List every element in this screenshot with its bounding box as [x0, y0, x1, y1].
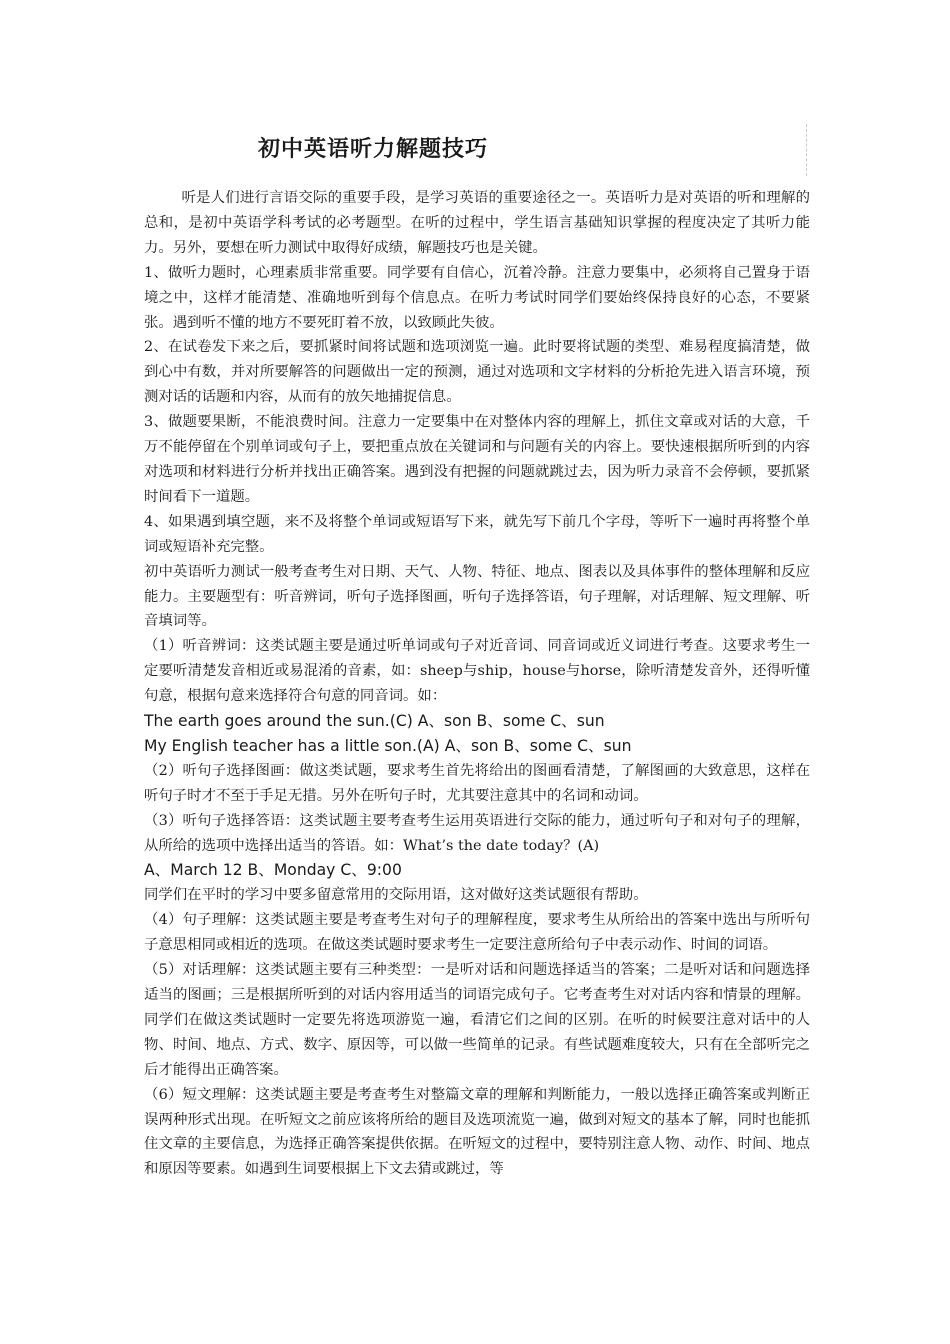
type-6-paragraph: （6）短文理解：这类试题主要是考查考生对整篇文章的理解和判断能力，一般以选择正确答案或判断正误两种形式出现。在听短文之前应该将所给的题目及选项流览一遍，做到对短文的基本了解，同时也能抓住文章的主要信息，为选择正确答案提供依据。在听短文的过程中，要特别注意人物、动作、时间、地点和原因等要素。如遇到生词要根据上下文去猜或跳过，等	[144, 1086, 810, 1178]
tip-paragraph-1: 1、做听力题时，心理素质非常重要。同学要有自信心，沉着冷静。注意力要集中，必须将自己置身于语境之中，这样才能清楚、准确地听到每个信息点。在听力考试时同学们要始终保持良好的心态，不要紧张。遇到听不懂的地方不要死盯着不放，以致顾此失彼。	[144, 264, 810, 331]
example-options: A、March 12 B、Monday C、9:00	[144, 861, 402, 880]
type-2-paragraph: （2）听句子选择图画：做这类试题，要求考生首先将给出的图画看清楚，了解图画的大致意思，这样在听句子时才不至于手足无措。另外在听句子时，尤其要注意其中的名词和动词。	[144, 762, 810, 804]
document-title: 初中英语听力解题技巧	[258, 137, 489, 162]
tip-paragraph-4: 4、如果遇到填空题，来不及将整个单词或短语写下来，就先写下前几个字母，等听下一遍时再将整个单词或短语补充完整。	[144, 513, 810, 555]
type-4-paragraph: （4）句子理解：这类试题主要是考查考生对句子的理解程度，要求考生从所给出的答案中选出与所听句子意思相同或相近的选项。在做这类试题时要求考生一定要注意所给句子中表示动作、时间的词语。	[144, 912, 810, 954]
type-3-paragraph: （3）听句子选择答语：这类试题主要考查考生运用英语进行交际的能力，通过听句子和对句子的理解，从所给的选项中选择出适当的答语。如：What’s the date today？(A)	[144, 812, 810, 854]
type-3-advice-paragraph: 同学们在平时的学习中要多留意常用的交际用语，这对做好这类试题很有帮助。	[144, 887, 648, 904]
tip-paragraph-2: 2、在试卷发下来之后，要抓紧时间将试题和选项浏览一遍。此时要将试题的类型、难易程度搞清楚，做到心中有数，并对所要解答的问题做出一定的预测，通过对选项和文字材料的分析抢先进入语言环境，预测对话的话题和内容，从而有的放矢地捕捉信息。	[144, 339, 810, 406]
margin-guide-line	[806, 124, 807, 176]
question-types-paragraph: 初中英语听力测试一般考查考生对日期、天气、人物、特征、地点、图表以及具体事件的整体理解和反应能力。主要题型有：听音辨词，听句子选择图画，听句子选择答语，句子理解，对话理解、短文理解、听音填词等。	[144, 563, 810, 630]
tip-paragraph-3: 3、做题要果断，不能浪费时间。注意力一定要集中在对整体内容的理解上，抓住文章或对话的大意，千万不能停留在个别单词或句子上，要把重点放在关键词和与问题有关的内容上。要快速根据所听到的内容对选项和材料进行分析并找出正确答案。遇到没有把握的问题就跳过去，因为听力录音不会停顿，要抓紧时间看下一道题。	[144, 414, 810, 505]
document-body	[144, 186, 810, 1182]
example-sentence-1: The earth goes around the sun.(C) A、son B、some C、sun	[144, 712, 605, 731]
example-sentence-2: My English teacher has a little son.(A) A、son B、some C、sun	[144, 736, 632, 755]
type-1-paragraph: （1）听音辨词：这类试题主要是通过听单词或句子对近音词、同音词或近义词进行考查。这要求考生一定要听清楚发音相近或易混淆的音素，如：sheep与ship，house与horse，除听清楚发音外，还得听懂句意，根据句意来选择符合句意的同音词。如：	[144, 638, 810, 705]
type-5-paragraph: （5）对话理解：这类试题主要有三种类型：一是听对话和问题选择适当的答案；二是听对话和问题选择适当的图画；三是根据所听到的对话内容用适当的词语完成句子。它考查考生对对话内容和情景的理解。同学们在做这类试题时一定要先将选项游览一遍，看清它们之间的区别。在听的时候要注意对话中的人物、时间、地点、方式、数字、原因等，可以做一些简单的记录。有些试题难度较大，只有在全部听完之后才能得出正确答案。	[144, 962, 810, 1078]
intro-paragraph: 听是人们进行言语交际的重要手段，是学习英语的重要途径之一。英语听力是对英语的听和理解的总和，是初中英语学科考试的必考题型。在听的过程中，学生语言基础知识掌握的程度决定了其听力能力。另外，要想在听力测试中取得好成绩，解题技巧也是关键。	[144, 190, 810, 256]
